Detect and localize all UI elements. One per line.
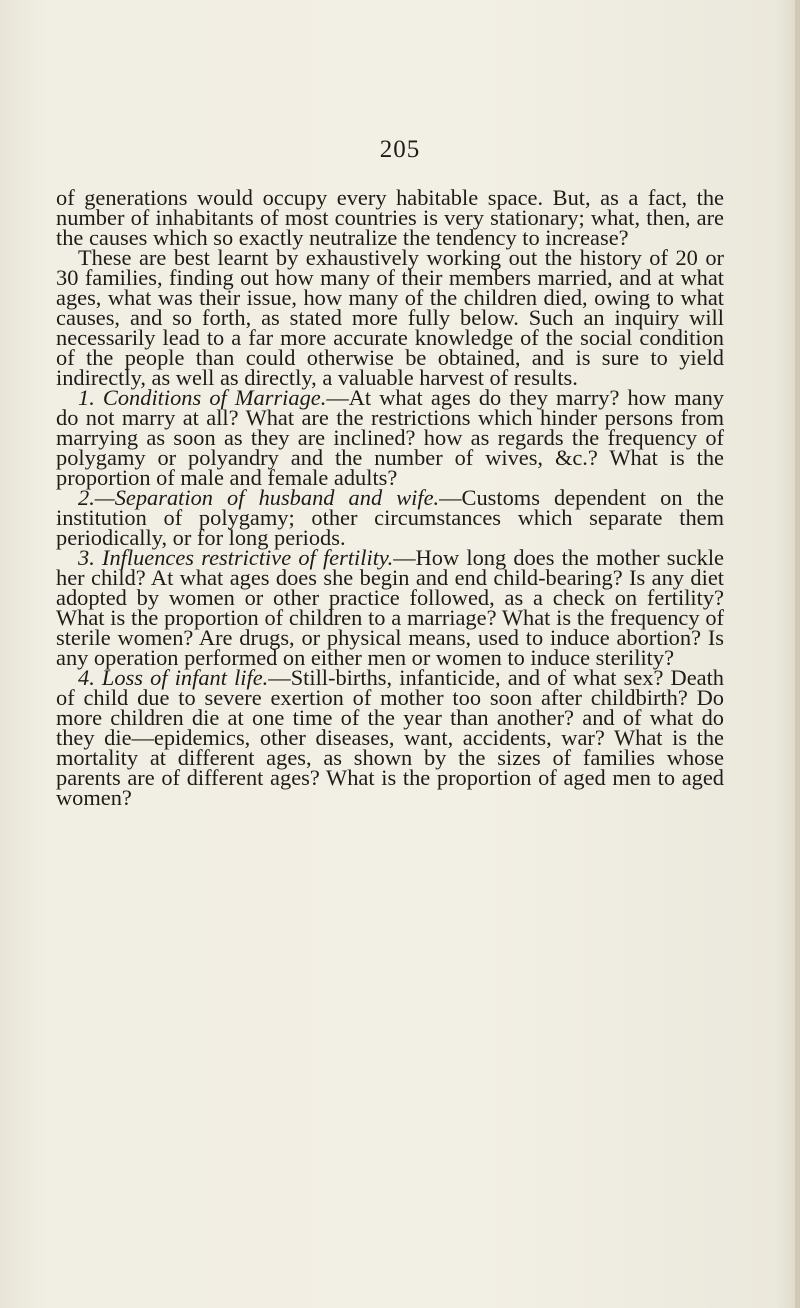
section-1-heading: 1. Conditions of Marriage. xyxy=(78,385,327,410)
page-edge-shadow xyxy=(795,0,800,1308)
section-1-text: —At what ages do they marry? how many do not marry at all? What are the restrictions which hinder persons from marrying as soon as they are inclined? how as regards the frequency of polygamy or polyandry and the number of wives, &c.? What is the proportion of male and female adults? xyxy=(56,385,724,490)
section-conditions-of-marriage xyxy=(56,385,724,490)
body-text xyxy=(56,185,724,810)
paragraph-introduction xyxy=(56,245,724,390)
paragraph-continuation xyxy=(56,185,724,250)
paragraph-1-text: of generations would occupy every habitable space. But, as a fact, the number of inhabitants of most countries is very stationary; what, then, are the causes which so exactly neutralize the tendency to increase? xyxy=(56,185,724,250)
section-2-text: —Customs dependent on the institution of polygamy; other circumstances which separate them periodically, or for long periods. xyxy=(56,485,724,550)
section-3-heading: 3. Influences restrictive of fertility. xyxy=(78,545,394,570)
section-infant-life xyxy=(56,665,724,810)
section-4-heading: 4. Loss of infant life. xyxy=(78,665,269,690)
section-2-heading: 2.—Separation of husband and wife. xyxy=(78,485,440,510)
section-fertility xyxy=(56,545,724,670)
paragraph-2-text: These are best learnt by exhaustively working out the history of 20 or 30 families, finding out how many of their members married, and at what ages, what was their issue, how many of the children died, owing to what causes, and so forth, as stated more fully below. Such an inquiry will necessarily lead to a far more accurate knowledge of the social condition of the people than could otherwise be obtained, and is sure to yield indirectly, as well as directly, a valuable harvest of results. xyxy=(56,245,724,390)
section-separation xyxy=(56,485,724,550)
page-number: 205 xyxy=(379,136,421,163)
section-3-text: —How long does the mother suckle her child? At what ages does she begin and end child-bearing? Is any diet adopted by women or other practice followed, as a check on fertility? What is the proportion of children to a marriage? What is the frequency of sterile women? Are drugs, or physical means, used to induce abortion? Is any operation performed on either men or women to induce sterility? xyxy=(56,545,724,670)
section-4-text: —Still-births, infanticide, and of what sex? Death of child due to severe exertion of mother too soon after childbirth? Do more children die at one time of the year than another? and of what do they die—epidemics, other diseases, want, accidents, war? What is the mortality at different ages, as shown by the sizes of families whose parents are of different ages? What is the proportion of aged men to aged women? xyxy=(56,665,724,810)
